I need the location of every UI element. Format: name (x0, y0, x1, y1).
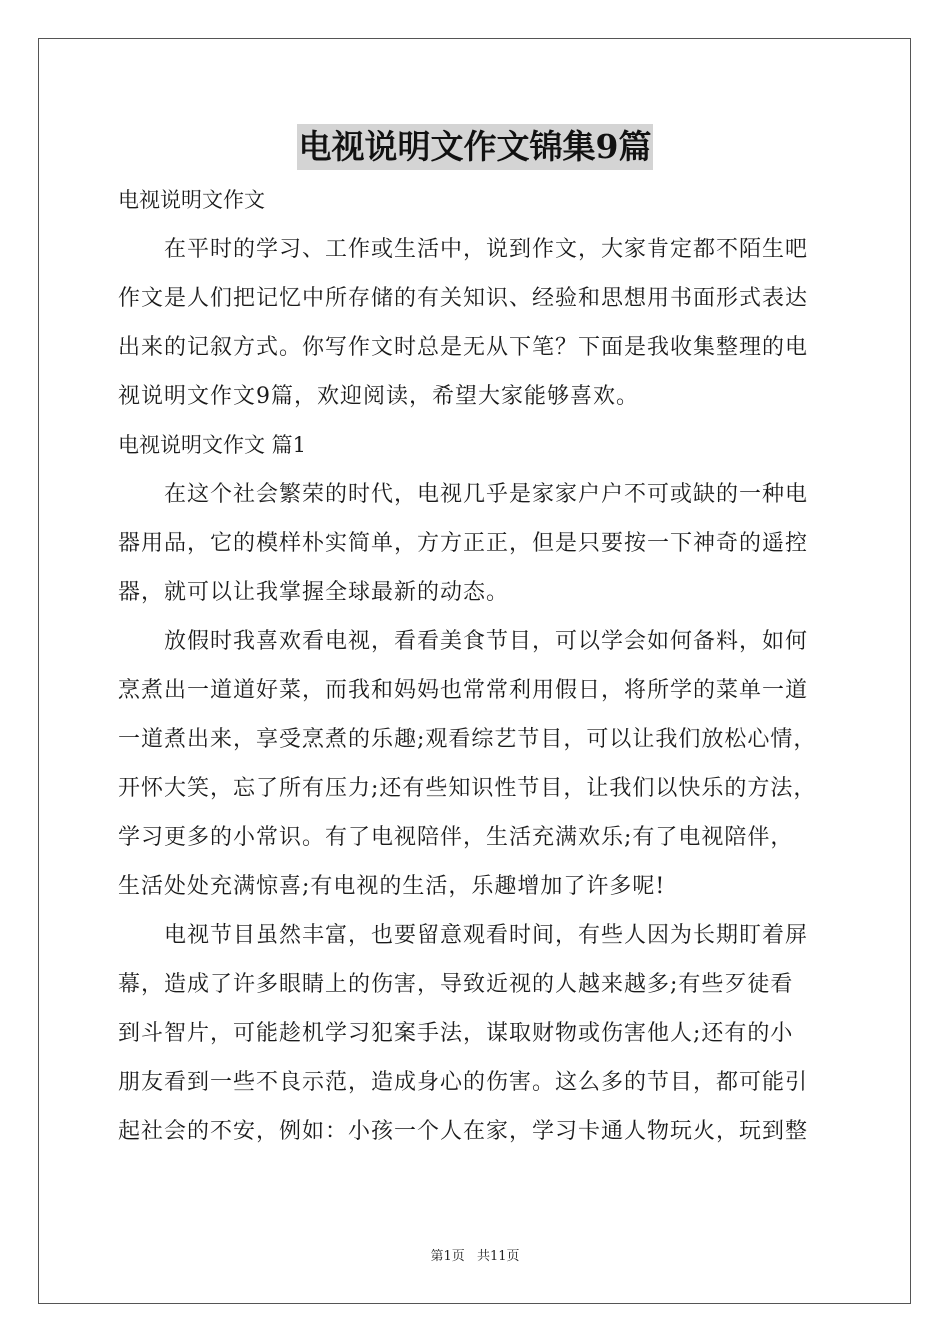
paragraph-line: 在平时的学习、工作或生活中，说到作文，大家肯定都不陌生吧 (164, 237, 809, 262)
paragraph-2 (118, 617, 838, 911)
paragraph-line: 学习更多的小常识。有了电视陪伴，生活充满欢乐;有了电视陪伴， (118, 825, 794, 850)
paragraph-line: 到斗智片，可能趁机学习犯案手法，谋取财物或伤害他人;还有的小 (118, 1021, 794, 1046)
paragraph-line: 作文是人们把记忆中所存储的有关知识、经验和思想用书面形式表达 (118, 286, 809, 311)
paragraph-line: 在这个社会繁荣的时代，电视几乎是家家户户不可或缺的一种电 (164, 482, 809, 507)
paragraph-line: 视说明文作文9篇，欢迎阅读，希望大家能够喜欢。 (118, 384, 639, 409)
paragraph-line: 器用品，它的模样朴实简单，方方正正，但是只要按一下神奇的遥控 (118, 531, 809, 556)
paragraph-line: 生活处处充满惊喜;有电视的生活，乐趣增加了许多呢! (118, 874, 666, 899)
paragraph-line: 幕，造成了许多眼睛上的伤害，导致近视的人越来越多;有些歹徒看 (118, 972, 794, 997)
intro-heading: 电视说明文作文 (118, 188, 265, 212)
paragraph-line: 出来的记叙方式。你写作文时总是无从下笔？下面是我收集整理的电 (118, 335, 809, 360)
page-number: 第1页 (430, 1249, 465, 1264)
paragraph-line: 朋友看到一些不良示范，造成身心的伤害。这么多的节目，都可能引 (118, 1070, 809, 1095)
paragraph-line: 烹煮出一道道好菜，而我和妈妈也常常利用假日，将所学的菜单一道 (118, 678, 809, 703)
page-footer (0, 1245, 950, 1264)
paragraph-line: 起社会的不安，例如：小孩一个人在家，学习卡通人物玩火，玩到整 (118, 1119, 809, 1144)
paragraph-1 (118, 470, 838, 617)
paragraph-3 (118, 911, 838, 1156)
paragraph-line: 开怀大笑，忘了所有压力;还有些知识性节目，让我们以快乐的方法， (118, 776, 817, 801)
page-total: 共11页 (476, 1249, 520, 1264)
intro-paragraph (118, 225, 838, 421)
document-title: 电视说明文作文锦集9篇 (297, 124, 654, 170)
paragraph-line: 电视节目虽然丰富，也要留意观看时间，有些人因为长期盯着屏 (164, 923, 809, 948)
title-area (0, 124, 950, 170)
document-body (118, 176, 838, 1156)
paragraph-line: 放假时我喜欢看电视，看看美食节目，可以学会如何备料，如何 (164, 629, 809, 654)
paragraph-line: 一道煮出来，享受烹煮的乐趣;观看综艺节目，可以让我们放松心情， (118, 727, 817, 752)
paragraph-line: 器，就可以让我掌握全球最新的动态。 (118, 580, 510, 605)
section-heading: 电视说明文作文 篇1 (118, 433, 307, 457)
